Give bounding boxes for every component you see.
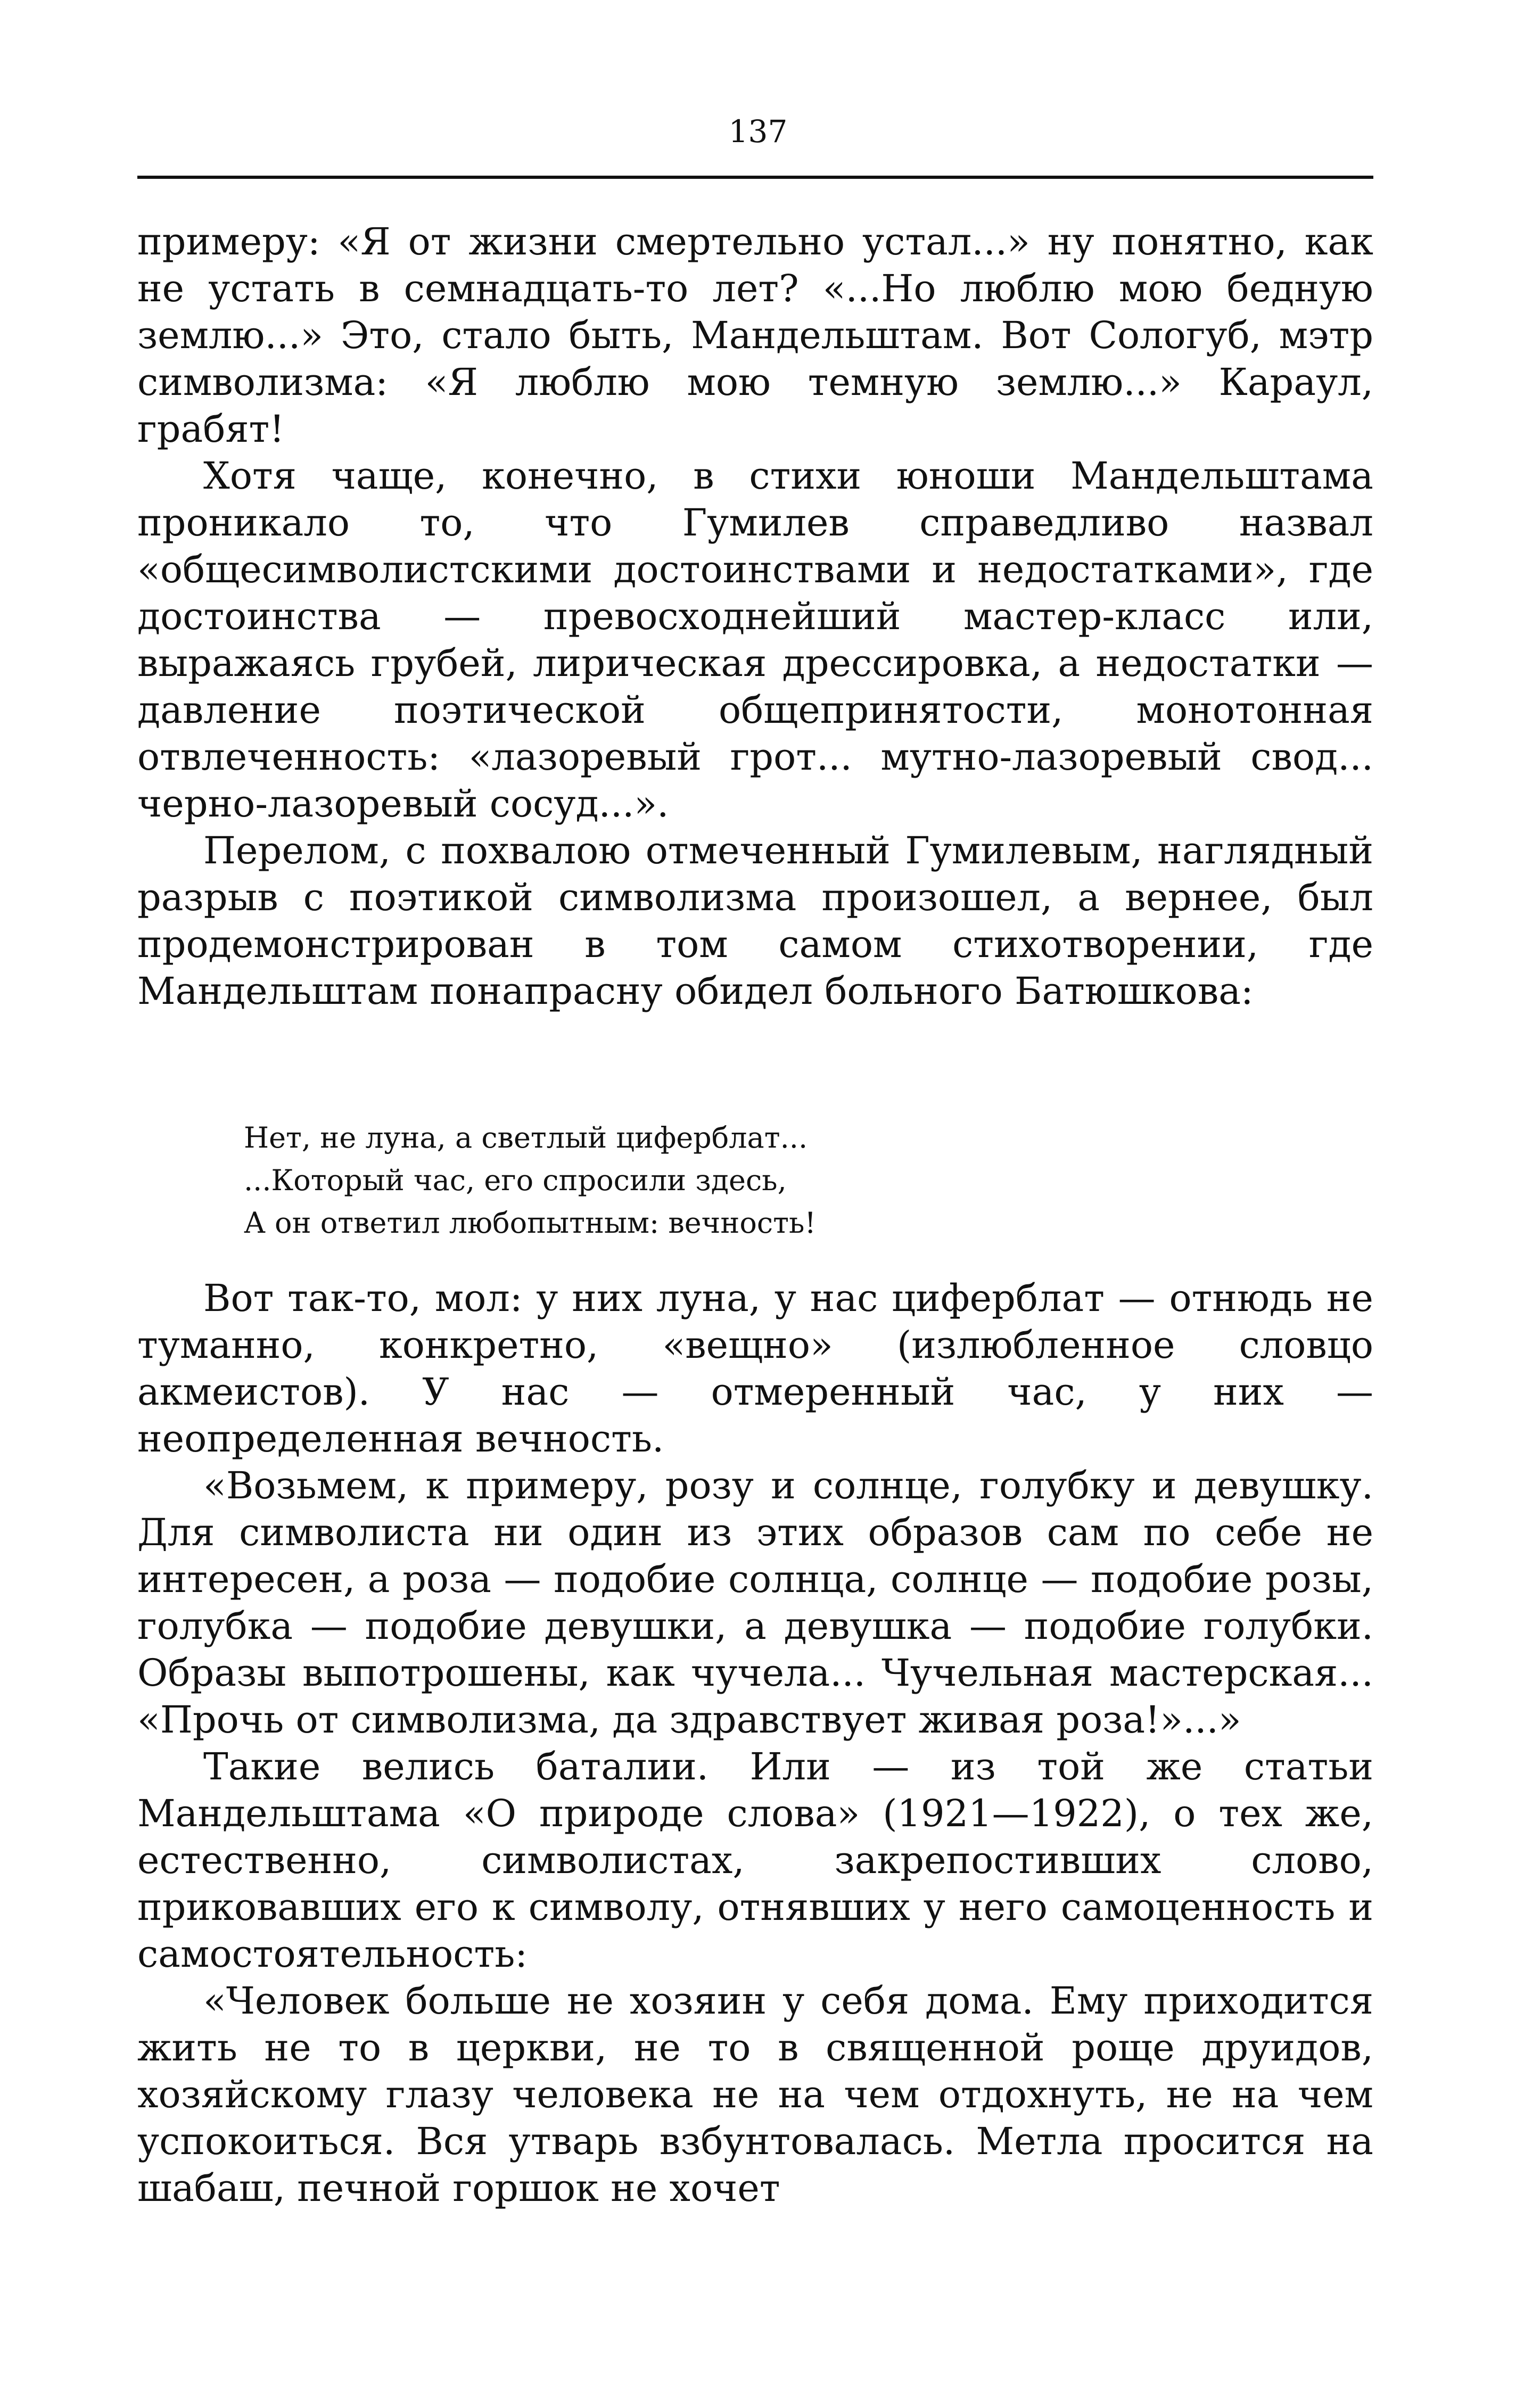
header-rule xyxy=(137,176,1373,179)
paragraph-5: «Возьмем, к примеру, розу и солнце, голубку и девушку. Для символиста ни один из этих образов сам по себе не интересен, а роза — подобие солнца, солнце — подобие розы, голубка — подобие девушки, а девушка — подобие голубки. Образы выпотрошены, как чучела... Чучельная мастерская... «Прочь от символизма, да здравствует живая роза!»...» xyxy=(137,1464,1373,1742)
poem-line-2: ...Который час, его спросили здесь, xyxy=(244,1164,787,1197)
text-block-top xyxy=(137,218,1373,1015)
paragraph-7: «Человек больше не хозяин у себя дома. Ему приходится жить не то в церкви, не то в священной роще друидов, хозяйскому глазу человека не на чем отдохнуть, не на чем успокоиться. Вся утварь взбунтовалась. Метла просится на шабаш, печной горшок не хочет xyxy=(137,1979,1373,2210)
poem-line-1: Нет, не луна, а светлый циферблат... xyxy=(244,1121,808,1154)
paragraph-4: Вот так-то, мол: у них луна, у нас циферблат — отнюдь не туманно, конкретно, «вещно» (излюбленное словцо акмеистов). У нас — отмеренный час, у них — неопределенная вечность. xyxy=(137,1276,1373,1461)
paragraph-1: примеру: «Я от жизни смертельно устал...» ну понятно, как не устать в семнадцать-то лет? «...Но люблю мою бедную землю...» Это, стало быть, Мандельштам. Вот Сологуб, мэтр символизма: «Я люблю мою темную землю...» Караул, грабят! xyxy=(137,220,1373,451)
paragraph-6: Такие велись баталии. Или — из той же статьи Мандельштама «О природе слова» (1921—1922), о тех же, естественно, символистах, закрепостивших слово, приковавших его к символу, отнявших у него самоценность и самостоятельность: xyxy=(137,1745,1373,1976)
poem-line-3: А он ответил любопытным: вечность! xyxy=(244,1206,817,1240)
paragraph-2: Хотя чаще, конечно, в стихи юноши Мандельштама проникало то, что Гумилев справедливо назвал «общесимволистскими достоинствами и недостатками», где достоинства — превосходнейший мастер-класс или, выражаясь грубей, лирическая дрессировка, а недостатки — давление поэтической общепринятости, монотонная отвлеченность: «лазоревый грот... мутно-лазоревый свод... черно-лазоревый сосуд...». xyxy=(137,454,1373,826)
paragraph-3: Перелом, с похвалою отмеченный Гумилевым, наглядный разрыв с поэтикой символизма произошел, а вернее, был продемонстрирован в том самом стихотворении, где Мандельштам понапрасну обидел больного Батюшкова: xyxy=(137,829,1373,1013)
poem-quote xyxy=(244,1117,1308,1244)
text-block-bottom xyxy=(137,1275,1373,2212)
page-number: 137 xyxy=(728,113,788,150)
